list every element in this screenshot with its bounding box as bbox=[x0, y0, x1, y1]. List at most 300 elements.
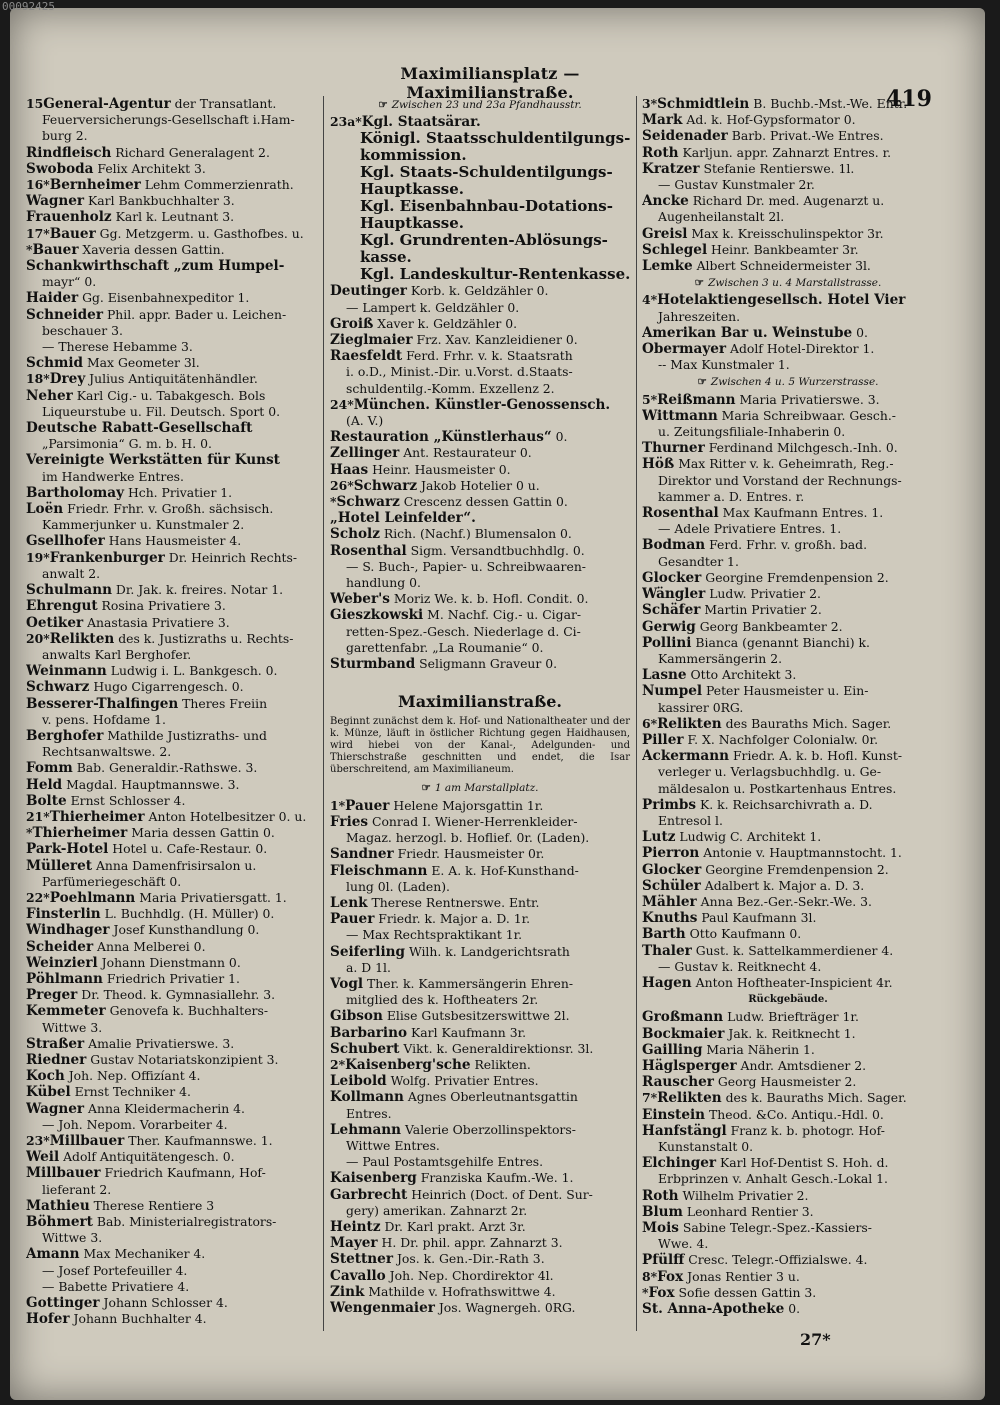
entry-details: Otto Kaufmann 0. bbox=[685, 926, 802, 942]
entry-name: Bauer bbox=[49, 225, 96, 242]
entry-details: Ludwig C. Architekt 1. bbox=[675, 829, 822, 845]
directory-entry bbox=[26, 1311, 316, 1327]
house-number: 5* bbox=[642, 391, 658, 407]
entry-details: Peter Hausmeister u. Ein- bbox=[702, 683, 869, 699]
entry-details: Valerie Oberzollinspektors- bbox=[401, 1121, 576, 1137]
entry-name: Rosenthal bbox=[642, 505, 719, 522]
entry-name: Scheider bbox=[26, 938, 94, 955]
entry-details: Felix Architekt 3. bbox=[93, 160, 206, 176]
directory-entry bbox=[26, 193, 316, 209]
entry-name: Elchinger bbox=[642, 1155, 717, 1172]
directory-entry bbox=[330, 283, 630, 299]
cross-street-text: Zwischen 23 und 23a Pfandhausstr. bbox=[391, 99, 582, 111]
directory-entry bbox=[642, 1155, 934, 1171]
directory-entry bbox=[26, 1133, 316, 1149]
entry-name: Gailling bbox=[642, 1041, 703, 1058]
entry-continuation: Wittwe Entres. bbox=[346, 1137, 440, 1153]
directory-entry bbox=[330, 1187, 630, 1203]
entry-continuation: kammer a. D. Entres. r. bbox=[658, 488, 805, 504]
entry-details: Genovefa k. Buchhalters- bbox=[105, 1003, 269, 1019]
directory-entry bbox=[642, 683, 934, 699]
directory-entry bbox=[26, 550, 316, 566]
entry-name: Bodman bbox=[642, 537, 706, 554]
entry-name: Amerikan Bar u. Weinstube bbox=[642, 324, 853, 341]
directory-entry bbox=[330, 429, 630, 445]
entry-name: Wittmann bbox=[642, 407, 718, 424]
entry-name: Mülleret bbox=[26, 857, 92, 874]
entry-name: Millbauer bbox=[49, 1133, 125, 1149]
entry-continuation: Entresol l. bbox=[658, 812, 723, 828]
house-number: 19* bbox=[26, 549, 50, 565]
entry-details: Jos. Wagnergeh. 0RG. bbox=[434, 1299, 576, 1315]
entry-continuation: verleger u. Verlagsbuchhdlg. u. Ge- bbox=[658, 764, 882, 780]
entry-details: Anna Kleidermacherin 4. bbox=[84, 1100, 245, 1116]
entry-name: Gieszkowski bbox=[330, 607, 424, 624]
house-number: 15 bbox=[26, 96, 44, 111]
house-number: 2* bbox=[330, 1056, 346, 1072]
house-number: 17* bbox=[26, 225, 50, 241]
entry-details: Jakob Hotelier 0 u. bbox=[417, 477, 540, 493]
entry-name: Scholz bbox=[330, 526, 380, 543]
entry-details: E. A. k. Hof-Kunsthand- bbox=[427, 862, 579, 878]
directory-entry bbox=[642, 1123, 934, 1139]
directory-entry bbox=[26, 420, 316, 436]
directory-entry bbox=[26, 371, 316, 387]
entry-details: Heinr. Hausmeister 0. bbox=[368, 461, 511, 477]
entry-name: Windhager bbox=[26, 922, 110, 939]
entry-details: Xaveria dessen Gattin. bbox=[78, 241, 225, 257]
entry-name: Relikten bbox=[657, 1090, 722, 1107]
entry-details: Ernst Techniker 4. bbox=[70, 1084, 191, 1100]
institution-line: Königl. Staatsschuldentilgungs- bbox=[360, 130, 630, 148]
entry-details: Georgine Fremdenpension 2. bbox=[701, 861, 889, 877]
directory-entry bbox=[26, 226, 316, 242]
entry-continuation: handlung 0. bbox=[346, 575, 421, 591]
entry-name: Lemke bbox=[642, 258, 693, 275]
directory-entry bbox=[330, 591, 630, 607]
entry-name: Hofer bbox=[26, 1311, 70, 1328]
entry-details: L. Buchhdlg. (H. Müller) 0. bbox=[100, 906, 275, 922]
entry-name: Haider bbox=[26, 290, 79, 307]
entry-continuation: Erbprinzen v. Anhalt Gesch.-Lokal 1. bbox=[658, 1171, 889, 1187]
entry-details: Paul Kaufmann 3l. bbox=[697, 910, 817, 926]
page-number: 419 bbox=[886, 86, 932, 112]
entry-continuation: mayr“ 0. bbox=[42, 274, 97, 290]
entry-continuation: Liqueurstube u. Fil. Deutsch. Sport 0. bbox=[42, 403, 281, 419]
entry-details: Heinr. Bankbeamter 3r. bbox=[707, 241, 859, 257]
entry-continuation: lieferant 2. bbox=[42, 1181, 112, 1197]
entry-continuation: kassirer 0RG. bbox=[658, 699, 744, 715]
directory-entry bbox=[642, 926, 934, 942]
directory-entry bbox=[642, 1301, 934, 1317]
directory-entry bbox=[26, 793, 316, 809]
entry-name: Glocker bbox=[642, 569, 702, 586]
cross-street-note bbox=[330, 780, 630, 796]
entry-details: Leonhard Rentier 3. bbox=[682, 1203, 814, 1219]
directory-entry bbox=[26, 906, 316, 922]
entry-details: Friedrich Privatier 1. bbox=[102, 970, 240, 986]
entry-continuation: schuldentilg.-Komm. Exzellenz 2. bbox=[346, 380, 555, 396]
entry-continuation: Jahreszeiten. bbox=[658, 308, 741, 324]
entry-details: Sigm. Versandtbuchhdlg. 0. bbox=[406, 542, 585, 558]
entry-continuation: anwalts Karl Berghofer. bbox=[42, 646, 192, 662]
institution-line: Kgl. Eisenbahnbau-Dotations- bbox=[360, 198, 613, 216]
entry-name: Bolte bbox=[26, 792, 67, 809]
entry-name: Schulmann bbox=[26, 582, 112, 599]
directory-entry bbox=[330, 1122, 630, 1138]
entry-continuation: — Babette Privatiere 4. bbox=[42, 1278, 190, 1294]
directory-entry bbox=[330, 1300, 630, 1316]
directory-entry bbox=[642, 619, 934, 635]
entry-details: Korb. k. Geldzähler 0. bbox=[406, 283, 549, 299]
entry-continuation: Parfümeriegeschäft 0. bbox=[42, 873, 182, 889]
entry-details: Jak. k. Reitknecht 1. bbox=[724, 1025, 856, 1041]
directory-entry bbox=[330, 1089, 630, 1105]
directory-entry bbox=[642, 226, 934, 242]
entry-continuation: — Josef Portefeuiller 4. bbox=[42, 1262, 188, 1278]
entry-name: Roth bbox=[642, 1187, 679, 1204]
entry-details: Dr. Theod. k. Gymnasiallehr. 3. bbox=[77, 987, 276, 1003]
house-number: 8* bbox=[642, 1268, 658, 1284]
street-description: Beginnt zunächst dem k. Hof- und Nationaltheater und der k. Münze, läuft in östlicher Richtung gegen Haidhausen, wird hiebei von der Kanal-, Adelgunden- und Thierschstraße geschnitten und endet, die Isar überschreitend, am Maximilianeum. bbox=[330, 716, 630, 776]
directory-entry bbox=[26, 582, 316, 598]
institution-line: Hauptkasse. bbox=[360, 181, 464, 199]
directory-entry bbox=[26, 890, 316, 906]
entry-name: Rindfleisch bbox=[26, 144, 112, 161]
entry-name: Reißmann bbox=[657, 391, 736, 408]
entry-name: Gsellhofer bbox=[26, 533, 105, 550]
entry-name: Lutz bbox=[642, 829, 676, 846]
entry-details: 0. bbox=[784, 1301, 801, 1317]
directory-entry bbox=[330, 316, 630, 332]
directory-entry bbox=[26, 1165, 316, 1181]
entry-continuation: v. pens. Hofdame 1. bbox=[42, 711, 166, 727]
entry-name: Seiferling bbox=[330, 943, 406, 960]
entry-name: Zink bbox=[330, 1283, 365, 1300]
entry-continuation: mäldesalon u. Postkartenhaus Entres. bbox=[658, 780, 897, 796]
entry-details: Johann Buchhalter 4. bbox=[69, 1311, 207, 1327]
entry-name: Millbauer bbox=[26, 1165, 101, 1182]
entry-continuation: Gesandter 1. bbox=[658, 553, 739, 569]
entry-details: Friedr. A. k. b. Hofl. Kunst- bbox=[729, 748, 903, 764]
entry-details: Friedr. Frhr. v. Großh. sächsisch. bbox=[63, 501, 274, 517]
entry-details: Johann Dienstmann 0. bbox=[97, 954, 241, 970]
entry-name: Wagner bbox=[26, 1100, 85, 1117]
entry-details: Friedr. Hausmeister 0r. bbox=[393, 846, 545, 862]
directory-entry bbox=[26, 841, 316, 857]
entry-continuation: beschauer 3. bbox=[42, 322, 123, 338]
entry-name: Häglsperger bbox=[642, 1057, 737, 1074]
directory-entry bbox=[642, 440, 934, 456]
entry-continuation: burg 2. bbox=[42, 128, 88, 144]
entry-details: Cresc. Telegr.-Offizialswe. 4. bbox=[684, 1252, 868, 1268]
directory-entry bbox=[26, 145, 316, 161]
entry-details: Julius Antiquitätenhändler. bbox=[85, 371, 258, 387]
entry-name: Zellinger bbox=[330, 445, 400, 462]
entry-name: Schwarz bbox=[336, 494, 400, 511]
entry-name: Schüler bbox=[642, 877, 701, 894]
directory-entry bbox=[642, 635, 934, 651]
entry-name: Heintz bbox=[330, 1218, 381, 1235]
entry-details: Magdal. Hauptmannswe. 3. bbox=[62, 776, 240, 792]
entry-continuation: (A. V.) bbox=[346, 413, 384, 429]
directory-entry bbox=[642, 732, 934, 748]
institution-line: Kgl. Staats-Schuldentilgungs- bbox=[360, 164, 613, 182]
directory-entry bbox=[26, 598, 316, 614]
directory-entry bbox=[642, 145, 934, 161]
entry-name: Berghofer bbox=[26, 727, 104, 744]
entry-name: Wengenmaier bbox=[330, 1299, 435, 1316]
entry-details: Richard Dr. med. Augenarzt u. bbox=[688, 193, 885, 209]
entry-name: Mayer bbox=[330, 1235, 378, 1252]
entry-details: Theres Freiin bbox=[178, 695, 268, 711]
entry-name: Pauer bbox=[330, 911, 375, 928]
column-divider bbox=[636, 96, 637, 1331]
entry-continuation: Rechtsanwaltswe. 2. bbox=[42, 744, 172, 760]
entry-name: Schwarz bbox=[26, 679, 90, 696]
entry-details: Moriz We. k. b. Hofl. Condit. 0. bbox=[389, 591, 589, 607]
directory-entry bbox=[642, 878, 934, 894]
entry-details: Karl Hof-Dentist S. Hoh. d. bbox=[716, 1155, 889, 1171]
entry-name: Kratzer bbox=[642, 160, 700, 177]
entry-details: Bab. Ministerialregistrators- bbox=[92, 1214, 277, 1230]
directory-entry bbox=[642, 602, 934, 618]
entry-details: Bianca (genannt Bianchi) k. bbox=[691, 634, 870, 650]
entry-name: Seidenader bbox=[642, 128, 728, 145]
entry-details: Gust. k. Sattelkammerdiener 4. bbox=[691, 942, 894, 958]
directory-entry bbox=[26, 355, 316, 371]
entry-name: Sandner bbox=[330, 846, 394, 863]
entry-name: Schwarz bbox=[353, 477, 418, 494]
entry-name: Numpel bbox=[642, 683, 703, 700]
entry-details: M. Nachf. Cig.- u. Cigar- bbox=[423, 607, 582, 623]
entry-name: Blum bbox=[642, 1203, 683, 1220]
entry-name: Garbrecht bbox=[330, 1186, 408, 1203]
entry-details: Adolf Hotel-Direktor 1. bbox=[726, 341, 875, 357]
entry-name: Lasne bbox=[642, 667, 687, 684]
directory-entry bbox=[26, 1149, 316, 1165]
entry-name: Weinzierl bbox=[26, 954, 98, 971]
entry-details: Hotel u. Cafe-Restaur. 0. bbox=[108, 841, 268, 857]
directory-entry bbox=[330, 911, 630, 927]
entry-details: Maria Privatiersgatt. 1. bbox=[135, 889, 287, 905]
directory-entry bbox=[642, 341, 934, 357]
entry-name: Ackermann bbox=[642, 748, 730, 765]
directory-entry bbox=[642, 1058, 934, 1074]
entry-name: St. Anna-Apotheke bbox=[642, 1301, 785, 1318]
institution-line: kasse. bbox=[360, 249, 412, 267]
entry-name: Wagner bbox=[26, 193, 85, 210]
entry-details: Helene Majorsgattin 1r. bbox=[389, 797, 544, 813]
entry-name: Weil bbox=[26, 1149, 60, 1166]
entry-details: H. Dr. phil. appr. Zahnarzt 3. bbox=[377, 1235, 563, 1251]
entry-details: Joh. Nep. Offizíant 4. bbox=[64, 1068, 201, 1084]
house-number: * bbox=[642, 1284, 649, 1300]
directory-entry bbox=[642, 242, 934, 258]
directory-entry bbox=[642, 1188, 934, 1204]
entry-name: Ehrengut bbox=[26, 598, 98, 615]
directory-entry bbox=[642, 1220, 934, 1236]
entry-details: Vikt. k. Generaldirektionsr. 3l. bbox=[399, 1040, 594, 1056]
entry-details: Maria Schreibwaar. Gesch.- bbox=[717, 407, 896, 423]
entry-name: Besserer-Thalfingen bbox=[26, 695, 179, 712]
house-number: 22* bbox=[26, 889, 50, 905]
entry-name: Schäfer bbox=[642, 602, 701, 619]
pointing-hand-icon: ☞ bbox=[694, 277, 705, 290]
entry-details: Ferd. Frhr. v. k. Staatsrath bbox=[402, 348, 573, 364]
entry-name: Finsterlin bbox=[26, 906, 101, 923]
entry-details: Hans Hausmeister 4. bbox=[104, 533, 242, 549]
directory-entry bbox=[642, 193, 934, 209]
entry-name: Fox bbox=[648, 1284, 675, 1301]
entry-name: Lehmann bbox=[330, 1121, 402, 1138]
entry-continuation: — S. Buch-, Papier- u. Schreibwaaren- bbox=[346, 558, 586, 574]
directory-entry bbox=[26, 971, 316, 987]
entry-name: Drey bbox=[49, 371, 86, 388]
entry-name: Fomm bbox=[26, 760, 73, 777]
house-number: * bbox=[26, 825, 33, 841]
directory-entry bbox=[26, 1068, 316, 1084]
entry-name: Roth bbox=[642, 144, 679, 161]
directory-entry bbox=[642, 667, 934, 683]
entry-details: Friedrich Kaufmann, Hof- bbox=[100, 1165, 266, 1181]
entry-details: Lehm Commerzienrath. bbox=[140, 177, 294, 193]
pointing-hand-icon: ☞ bbox=[697, 376, 707, 389]
entry-name: Riedner bbox=[26, 1051, 87, 1068]
entry-details: B. Buchb.-Mst.-We. Entr. bbox=[749, 96, 908, 111]
entry-details: des Bauraths Mich. Sager. bbox=[721, 715, 892, 731]
cross-street-note bbox=[642, 374, 934, 390]
entry-details: Rosina Privatiere 3. bbox=[97, 598, 226, 614]
entry-details: Maria Privatierswe. 3. bbox=[735, 391, 880, 407]
entry-details: Ernst Schlosser 4. bbox=[66, 792, 186, 808]
directory-entry bbox=[642, 112, 934, 128]
entry-details: Karl Kaufmann 3r. bbox=[407, 1024, 527, 1040]
cross-street-text: 1 am Marstallplatz. bbox=[434, 782, 539, 795]
entry-name: Frankenburger bbox=[49, 549, 165, 566]
street-title: Maximilianstraße. bbox=[398, 692, 562, 712]
directory-entry bbox=[26, 809, 316, 825]
directory-entry bbox=[26, 452, 316, 468]
directory-entry bbox=[330, 348, 630, 364]
directory-entry bbox=[330, 1041, 630, 1057]
entry-details: Barb. Privat.-We Entres. bbox=[727, 128, 884, 144]
entry-details: Ther. Kaufmannswe. 1. bbox=[124, 1133, 273, 1148]
entry-continuation: — Max Rechtspraktikant 1r. bbox=[346, 927, 523, 943]
house-number: 7* bbox=[642, 1090, 658, 1106]
directory-entry bbox=[642, 537, 934, 553]
entry-name: Haas bbox=[330, 461, 369, 478]
entry-name: Straßer bbox=[26, 1035, 85, 1052]
directory-entry bbox=[642, 1252, 934, 1268]
directory-entry bbox=[26, 1295, 316, 1311]
entry-name: Schankwirthschaft „zum Humpel- bbox=[26, 258, 285, 275]
house-number: * bbox=[330, 494, 337, 510]
entry-details: Mathilde v. Hofrathswittwe 4. bbox=[364, 1283, 556, 1299]
directory-entry bbox=[26, 1246, 316, 1262]
entry-name: Held bbox=[26, 776, 63, 793]
entry-details: Anton Hotelbesitzer 0. u. bbox=[144, 808, 307, 824]
entry-continuation: anwalt 2. bbox=[42, 565, 101, 581]
entry-details: des k. Justizraths u. Rechts- bbox=[114, 630, 294, 646]
entry-name: Thierheimer bbox=[32, 825, 128, 842]
directory-entry bbox=[26, 209, 316, 225]
entry-details: Josef Kunsthandlung 0. bbox=[109, 922, 260, 938]
signature-mark: 27* bbox=[800, 1330, 831, 1349]
house-number: 1* bbox=[330, 797, 346, 813]
entry-continuation: Wwe. 4. bbox=[658, 1236, 709, 1252]
entry-details: Maria Näherin 1. bbox=[702, 1041, 815, 1057]
directory-entry bbox=[330, 332, 630, 348]
entry-name: Bartholomay bbox=[26, 484, 125, 501]
entry-name: Rauscher bbox=[642, 1074, 714, 1091]
entry-details: Dr. Karl prakt. Arzt 3r. bbox=[380, 1218, 526, 1234]
directory-entry bbox=[26, 1084, 316, 1100]
entry-details: Franziska Kaufm.-We. 1. bbox=[416, 1170, 574, 1186]
entry-name: Barbarino bbox=[330, 1024, 408, 1041]
entry-continuation: Direktor und Vorstand der Rechnungs- bbox=[658, 472, 902, 488]
entry-continuation: — Joh. Nepom. Vorarbeiter 4. bbox=[42, 1116, 228, 1132]
entry-name: Ancke bbox=[642, 193, 689, 210]
entry-details: Ludwig i. L. Bankgesch. 0. bbox=[106, 663, 278, 679]
entry-details: Otto Architekt 3. bbox=[686, 667, 797, 683]
cross-street-note bbox=[642, 275, 934, 291]
directory-entry bbox=[330, 494, 630, 510]
entry-name: Pierron bbox=[642, 845, 700, 862]
entry-name: Knuths bbox=[642, 910, 698, 927]
entry-name: Glocker bbox=[642, 861, 702, 878]
directory-entry bbox=[26, 696, 316, 712]
entry-details: K. k. Reichsarchivrath a. D. bbox=[696, 796, 873, 812]
pointing-hand-icon: ☞ bbox=[378, 99, 388, 111]
entry-name: Hagen bbox=[642, 974, 692, 991]
entry-continuation: „Parsimonia“ G. m. b. H. 0. bbox=[42, 436, 212, 452]
scan-id: 00092425 bbox=[2, 0, 55, 13]
entry-continuation: -- Max Kunstmaler 1. bbox=[658, 357, 790, 373]
entry-name: Mathieu bbox=[26, 1197, 90, 1214]
entry-details: Gg. Eisenbahnexpeditor 1. bbox=[78, 290, 250, 306]
entry-details: Karl Bankbuchhalter 3. bbox=[84, 193, 235, 209]
directory-entry bbox=[642, 862, 934, 878]
directory-entry bbox=[330, 543, 630, 559]
directory-entry bbox=[26, 987, 316, 1003]
entry-name: Gottinger bbox=[26, 1295, 100, 1312]
entry-details: Andr. Amtsdiener 2. bbox=[736, 1057, 867, 1073]
directory-entry bbox=[26, 663, 316, 679]
entry-name: Einstein bbox=[642, 1106, 706, 1123]
directory-entry bbox=[26, 290, 316, 306]
rear-building-heading: Rückgebäude. bbox=[748, 994, 828, 1006]
entry-details: Ludw. Briefträger 1r. bbox=[723, 1009, 859, 1025]
directory-entry bbox=[26, 777, 316, 793]
entry-details: Ferdinand Milchgesch.-Inh. 0. bbox=[704, 440, 898, 456]
directory-entry bbox=[642, 748, 934, 764]
entry-continuation: — Lampert k. Geldzähler 0. bbox=[346, 299, 520, 315]
directory-entry bbox=[330, 846, 630, 862]
directory-entry bbox=[642, 570, 934, 586]
entry-details: Max Ritter v. k. Geheimrath, Reg.- bbox=[674, 456, 894, 472]
entry-name: Primbs bbox=[642, 796, 697, 813]
entry-name: Schlegel bbox=[642, 241, 708, 258]
entry-continuation: Feuerversicherungs-Gesellschaft i.Ham- bbox=[42, 112, 295, 128]
entry-details: Karl Cig.- u. Tabakgesch. Bols bbox=[72, 387, 266, 403]
entry-details: Hch. Privatier 1. bbox=[124, 484, 233, 500]
entry-name: Zieglmaier bbox=[330, 332, 413, 349]
entry-details: Karljun. appr. Zahnarzt Entres. r. bbox=[678, 144, 892, 160]
column-middle bbox=[330, 96, 630, 1316]
entry-details: Heinrich (Doct. of Dent. Sur- bbox=[407, 1186, 593, 1202]
entry-continuation: Kunstanstalt 0. bbox=[658, 1139, 754, 1154]
